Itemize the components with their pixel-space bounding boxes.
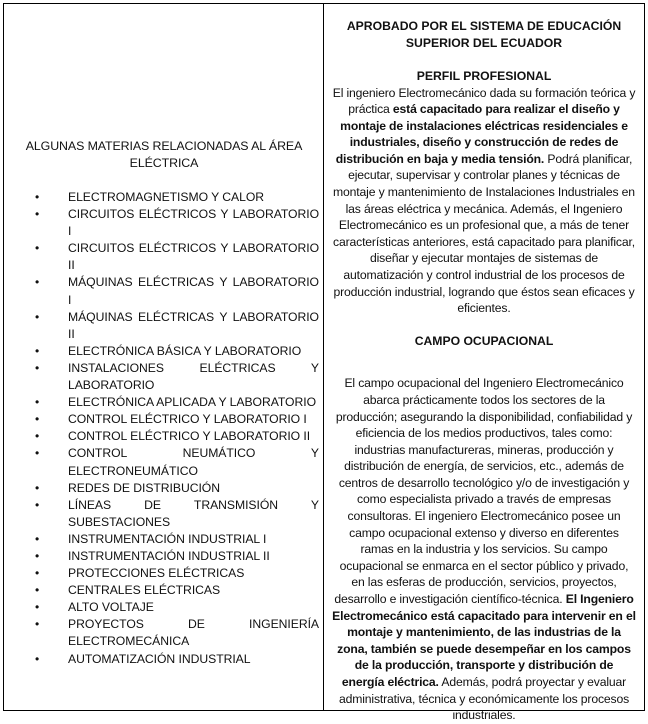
campo-paragraph xyxy=(332,375,636,723)
subject-item xyxy=(4,651,324,668)
subject-item xyxy=(4,599,324,616)
subject-label: CONTROL ELÉCTRICO Y LABORATORIO II xyxy=(68,429,311,444)
bullet-icon: • xyxy=(35,343,40,358)
bullet-icon: • xyxy=(35,360,40,375)
subject-label: AUTOMATIZACIÓN INDUSTRIAL xyxy=(68,651,251,666)
subject-item xyxy=(4,206,324,240)
subjects-title-line-2: ELÉCTRICA xyxy=(129,155,199,170)
bullet-icon: • xyxy=(35,548,40,563)
bullet-icon: • xyxy=(35,583,40,598)
subject-item xyxy=(4,445,324,479)
bullet-icon: • xyxy=(35,480,40,495)
bullet-icon: • xyxy=(35,446,40,461)
bullet-icon: • xyxy=(35,600,40,615)
campo-bold-1: El Ingeniero Electromecánico está capacitado para intervenir en el montaje y mantenimiento, de las industrias de la zona, también se puede desempeñar en los campos de la producción, transporte y distribución de energía eléctrica. xyxy=(332,592,636,689)
subject-label: CIRCUITOS ELÉCTRICOS Y LABORATORIO I xyxy=(68,207,319,239)
subject-item xyxy=(4,531,324,548)
subject-label: INSTRUMENTACIÓN INDUSTRIAL II xyxy=(68,548,270,563)
subject-label: ELECTRÓNICA BÁSICA Y LABORATORIO xyxy=(68,343,302,358)
subject-item xyxy=(4,428,324,445)
bullet-icon: • xyxy=(35,617,40,632)
subject-label: INSTALACIONES ELÉCTRICAS Y LABORATORIO xyxy=(68,360,319,393)
bullet-icon: • xyxy=(35,412,40,427)
bullet-icon: • xyxy=(35,275,40,290)
perfil-bold-1: está capacitado para realizar el diseño y montaje de instalaciones eléctricas residenciales e industriales, diseño y construcción de redes de distribución en baja y media tensión. xyxy=(335,102,628,166)
bullet-icon: • xyxy=(35,651,40,666)
subject-item xyxy=(4,309,324,343)
bullet-icon: • xyxy=(35,190,40,204)
subject-label: LÍNEAS DE TRANSMISIÓN Y SUBESTACIONES xyxy=(68,497,319,529)
perfil-paragraph xyxy=(332,85,636,317)
subject-label: MÁQUINAS ELÉCTRICAS Y LABORATORIO I xyxy=(68,275,319,307)
subject-label: REDES DE DISTRIBUCIÓN xyxy=(68,480,220,495)
subject-item xyxy=(4,274,324,308)
subject-item xyxy=(4,240,324,274)
subject-label: ELECTROMAGNETISMO Y CALOR xyxy=(68,190,265,204)
subjects-title-line-1: ALGUNAS MATERIAS RELACIONADAS AL ÁREA xyxy=(25,139,303,153)
bullet-icon: • xyxy=(35,309,40,324)
subject-label: CONTROL ELÉCTRICO Y LABORATORIO I xyxy=(68,412,307,427)
perfil-heading: PERFIL PROFESIONAL xyxy=(416,69,552,83)
subject-label: ELECTRÓNICA APLICADA Y LABORATORIO xyxy=(68,395,317,410)
perfil-text-2: Podrá planificar, ejecutar, supervisar y controlar planes y técnicas de montaje y mantenimiento de Instalaciones Industriales en las áreas eléctrica y mecánica. Además, el Ingeniero Electromecánico es un profesional que, a más de tener características anteriores, está capacitado para planificar, diseñar y ejecutar montajes de sistemas de automatización y control industrial de los procesos de producción industrial, logrando que éstos sean eficaces y eficientes. xyxy=(333,151,635,316)
subject-item xyxy=(4,565,324,582)
subject-item xyxy=(4,480,324,497)
subject-item xyxy=(4,343,324,360)
subject-label: PROTECCIONES ELÉCTRICAS xyxy=(68,566,245,581)
subject-label: MÁQUINAS ELÉCTRICAS Y LABORATORIO II xyxy=(68,309,319,341)
subject-label: PROYECTOS DE INGENIERÍA ELECTROMECÁNICA xyxy=(68,617,319,649)
subject-item xyxy=(4,394,324,411)
bullet-icon: • xyxy=(35,531,40,546)
bullet-icon: • xyxy=(35,207,40,222)
subject-label: INSTRUMENTACIÓN INDUSTRIAL I xyxy=(68,531,267,546)
subject-label: CENTRALES ELÉCTRICAS xyxy=(68,583,221,598)
subjects-column xyxy=(4,4,324,710)
subject-item xyxy=(4,616,324,650)
subject-item xyxy=(4,189,324,206)
bullet-icon: • xyxy=(35,241,40,256)
perfil-text-1: El ingeniero Electromecánico dada su formación teórica y práctica xyxy=(332,85,636,117)
subject-item xyxy=(4,548,324,565)
subject-item xyxy=(4,411,324,428)
bullet-icon: • xyxy=(35,429,40,444)
campo-heading: CAMPO OCUPACIONAL xyxy=(414,333,554,348)
subject-label: ALTO VOLTAJE xyxy=(68,600,154,615)
bullet-icon: • xyxy=(35,497,40,512)
bullet-icon: • xyxy=(35,566,40,581)
subject-item xyxy=(4,497,324,531)
subjects-title xyxy=(4,138,324,171)
info-table xyxy=(3,3,645,723)
approval-line-2: SUPERIOR DEL ECUADOR xyxy=(405,35,563,50)
campo-text-2: Además, podrá proyectar y evaluar administrativa, técnica y económicamente los procesos industriales. xyxy=(338,675,630,723)
approval-heading xyxy=(332,18,636,51)
profile-column xyxy=(324,4,644,723)
subjects-list xyxy=(4,189,324,668)
subject-item xyxy=(4,360,324,394)
subject-label: CIRCUITOS ELÉCTRICOS Y LABORATORIO II xyxy=(68,241,319,273)
subject-label: CONTROL NEUMÁTICO Y ELECTRONEUMÁTICO xyxy=(68,446,319,478)
campo-text-1: El campo ocupacional del Ingeniero Electromecánico abarca prácticamente todos los sectores de la producción; asegurando la disponibilidad, confiabilidad y eficiencia de los medios productivos, tales como: industrias manufactureras, mineras, producción y distribución de energía, de servicios, etc., además de centros de desarrollo tecnológico y/o de investigación y como especialista privado a través de empresas consultoras. El ingeniero Electromecánico posee un campo ocupacional extenso y diverso en diferentes ramas en la industria y los servicios. Su campo ocupacional se enmarca en el sector público y privado, en las esferas de producción, servicios, proyectos, desarrollo e investigación científico-técnica. xyxy=(334,376,633,607)
subject-item xyxy=(4,582,324,599)
bullet-icon: • xyxy=(35,395,40,410)
approval-line-1: APROBADO POR EL SISTEMA DE EDUCACIÓN xyxy=(346,19,622,33)
